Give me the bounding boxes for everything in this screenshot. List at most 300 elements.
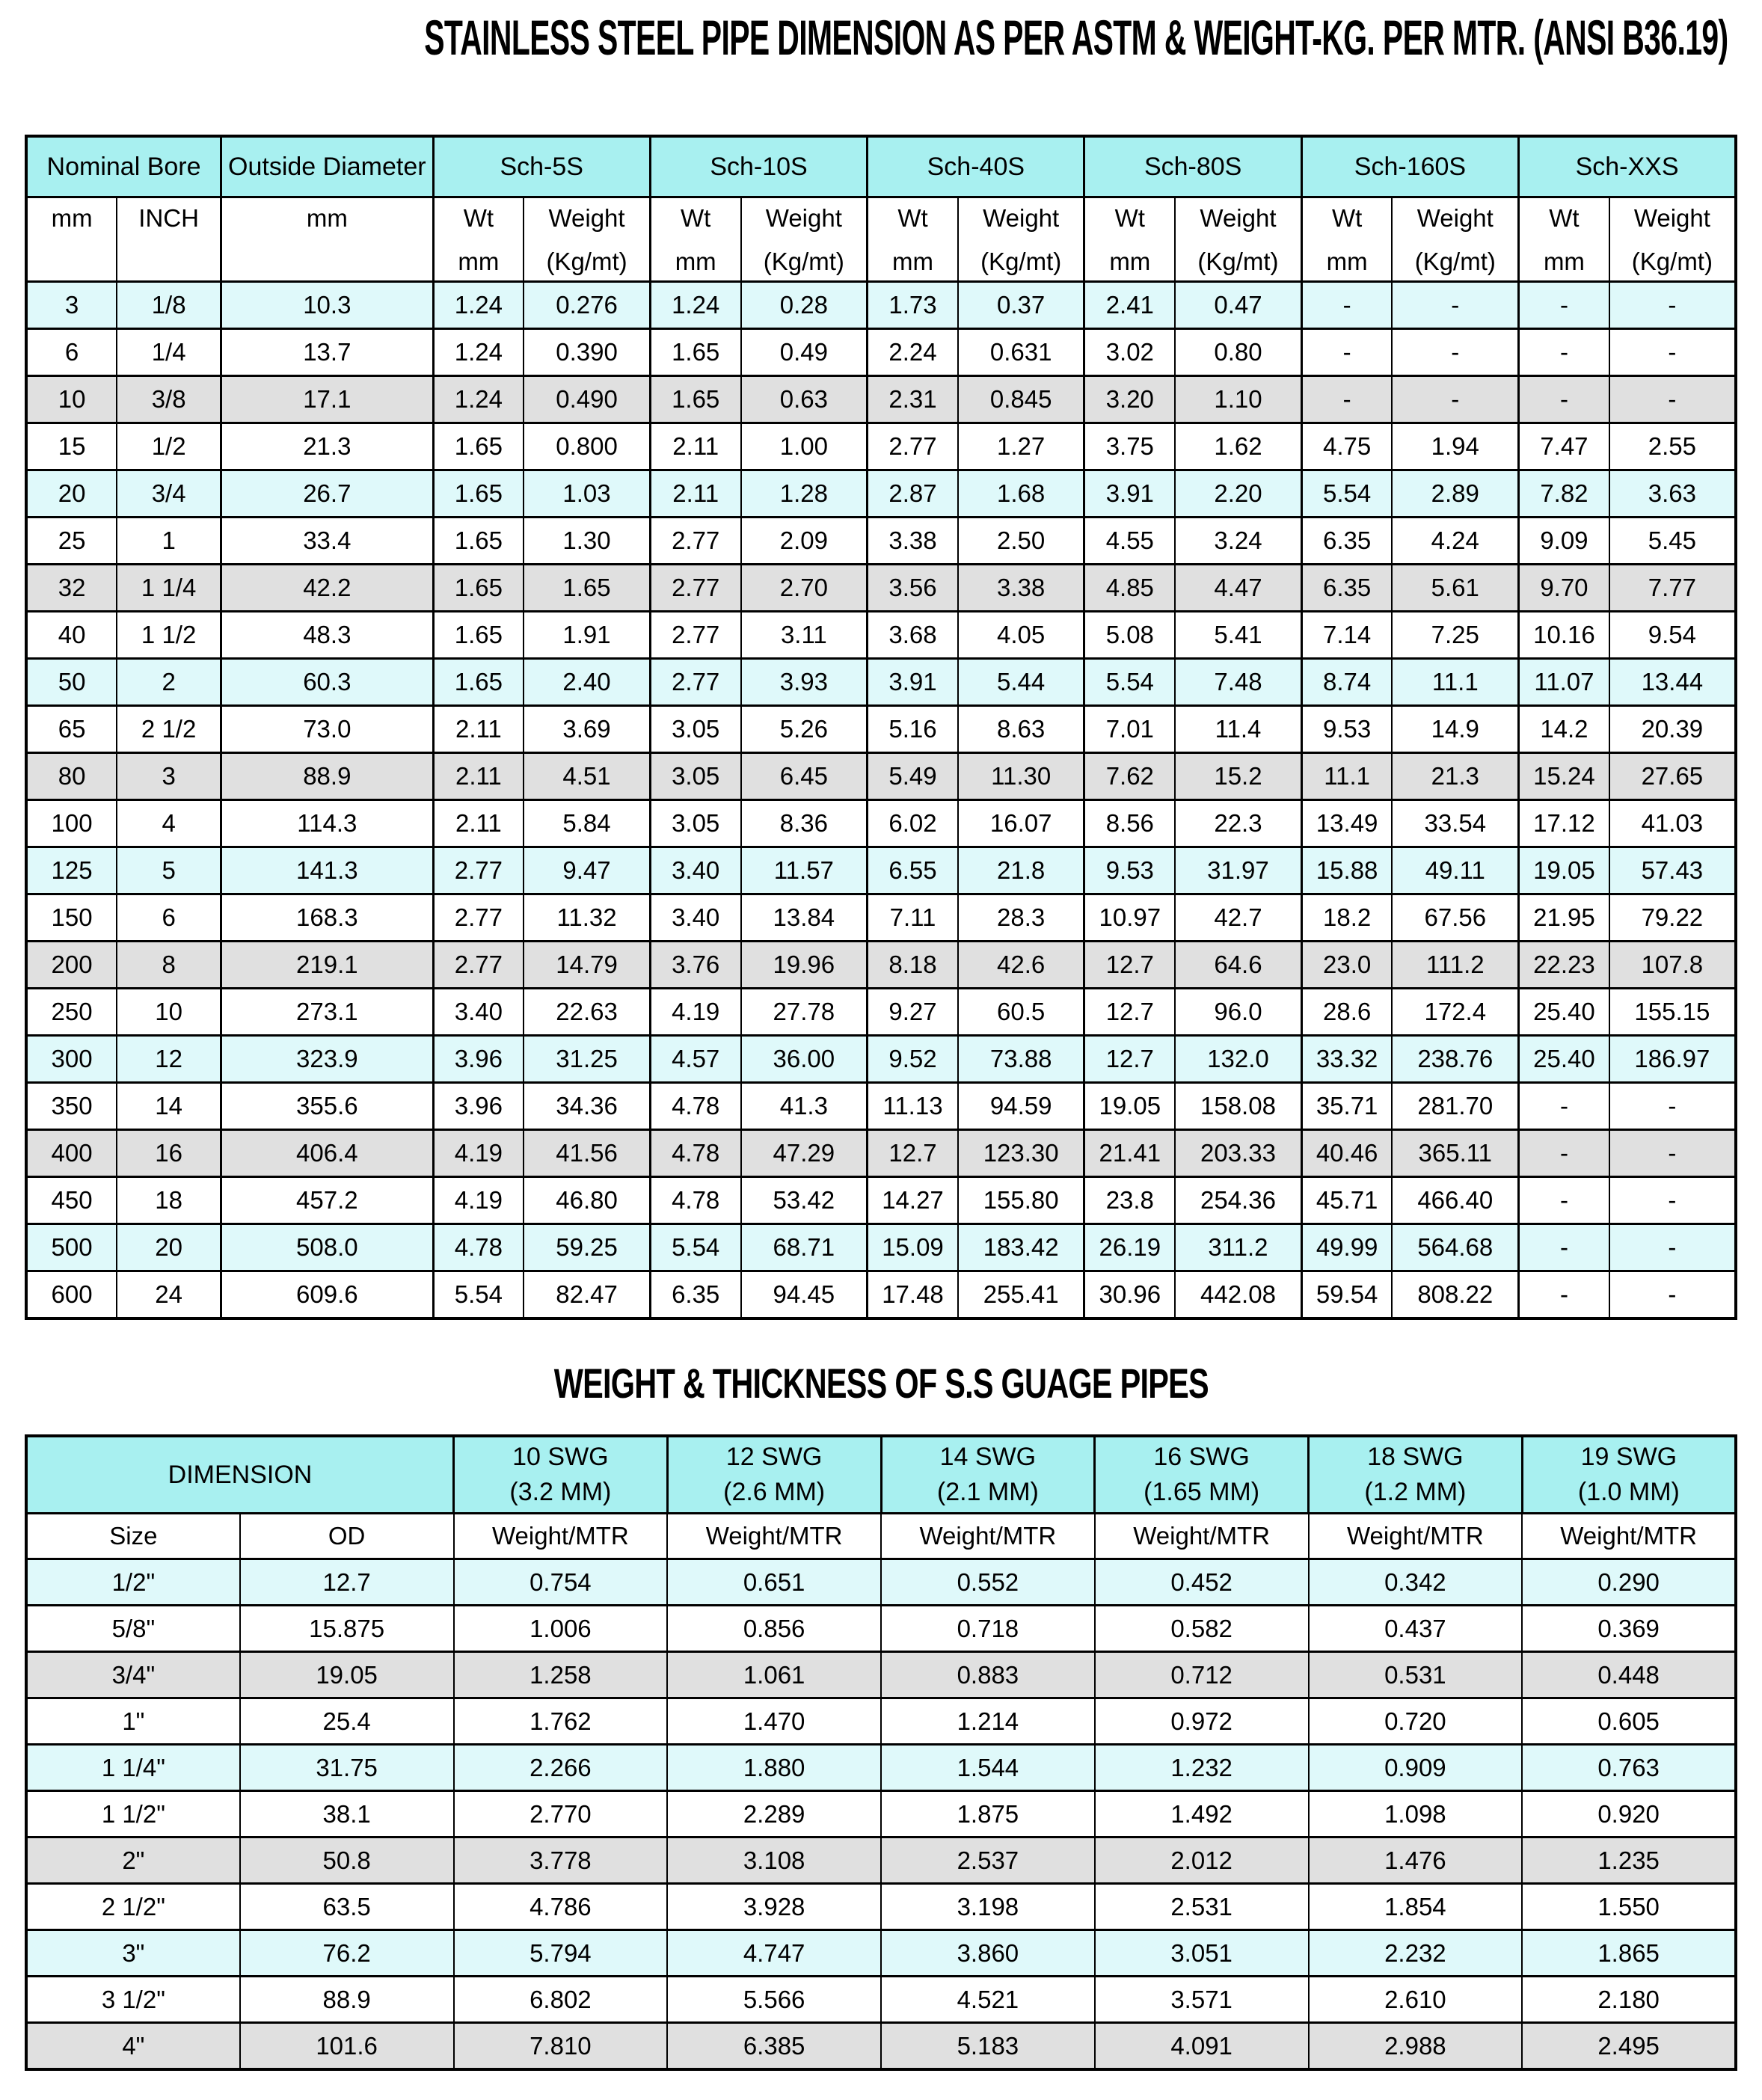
cell: 0.448	[1522, 1652, 1736, 1698]
page-title-row	[25, 7, 1737, 66]
cell: 1.94	[1392, 423, 1518, 470]
cell: 8.74	[1301, 659, 1392, 706]
cell: 10.97	[1084, 894, 1175, 942]
column-group-header-label: Sch-10S	[710, 152, 808, 181]
cell: 9.53	[1301, 706, 1392, 753]
cell: 5.54	[433, 1271, 524, 1319]
cell: 3.93	[741, 659, 868, 706]
cell: 48.3	[221, 612, 433, 659]
cell: 14.2	[1519, 706, 1609, 753]
cell: 0.531	[1309, 1652, 1523, 1698]
cell: 4.05	[958, 612, 1084, 659]
cell: 49.11	[1392, 847, 1518, 894]
cell: 10	[26, 376, 117, 423]
column-group-header-label: (3.2 MM)	[509, 1478, 612, 1506]
cell: 4.47	[1175, 565, 1301, 612]
cell: 6	[117, 894, 221, 942]
column-group-header-label: Outside Diameter	[228, 152, 426, 181]
column-group-header-label: 14 SWG	[939, 1443, 1037, 1471]
cell: 0.972	[1095, 1698, 1309, 1745]
column-header-label: (Kg/mt)	[763, 248, 844, 275]
cell: 4.19	[433, 1130, 524, 1177]
cell: 2.11	[650, 470, 740, 518]
cell: 0.920	[1522, 1791, 1736, 1838]
cell: 0.390	[524, 329, 650, 376]
cell: 2.531	[1095, 1884, 1309, 1930]
cell: 13.49	[1301, 800, 1392, 847]
cell: 564.68	[1392, 1224, 1518, 1271]
spacer	[25, 1407, 1737, 1434]
group-header-row	[26, 136, 1736, 197]
cell: 17.48	[868, 1271, 958, 1319]
table-row	[26, 470, 1736, 518]
cell: 0.718	[881, 1606, 1095, 1652]
cell: 65	[26, 706, 117, 753]
cell: 0.582	[1095, 1606, 1309, 1652]
cell: 4.85	[1084, 565, 1175, 612]
column-header: OD	[240, 1514, 454, 1559]
column-header-label: Weight	[1633, 204, 1710, 232]
cell: 31.97	[1175, 847, 1301, 894]
cell: 4.78	[650, 1177, 740, 1224]
column-group-header-label: 12 SWG	[725, 1443, 823, 1471]
column-header: Weight/MTR	[667, 1514, 881, 1559]
cell: 1.65	[433, 470, 524, 518]
cell: 14.27	[868, 1177, 958, 1224]
cell: 0.754	[454, 1559, 668, 1606]
column-header-label: Wt	[1331, 204, 1363, 232]
gauge-weight-table	[25, 1434, 1737, 2071]
cell: 406.4	[221, 1130, 433, 1177]
cell: 2.70	[741, 565, 868, 612]
cell: 16.07	[958, 800, 1084, 847]
cell: 2.988	[1309, 2023, 1523, 2070]
column-header-label: Wt	[463, 204, 494, 232]
cell: 2.11	[433, 753, 524, 800]
column-group-header-label: Sch-160S	[1354, 152, 1467, 181]
table-row	[26, 1977, 1736, 2023]
column-group-header	[1095, 1436, 1309, 1514]
cell: 1.492	[1095, 1791, 1309, 1838]
cell: 3.96	[433, 1036, 524, 1083]
gauge-title-row	[25, 1359, 1737, 1407]
column-group-header	[454, 1436, 668, 1514]
cell: 300	[26, 1036, 117, 1083]
cell: 1.62	[1175, 423, 1301, 470]
cell: 1.00	[741, 423, 868, 470]
cell: 26.7	[221, 470, 433, 518]
cell: 5.61	[1392, 565, 1518, 612]
cell: 2.537	[881, 1838, 1095, 1884]
column-group-header	[1301, 136, 1518, 197]
cell: 1"	[26, 1698, 240, 1745]
column-group-header-label: Nominal Bore	[46, 152, 201, 181]
column-header-label: mm	[458, 248, 500, 275]
cell: 14	[117, 1083, 221, 1130]
cell: 11.4	[1175, 706, 1301, 753]
cell: 41.3	[741, 1083, 868, 1130]
cell: 1/2	[117, 423, 221, 470]
cell: 0.290	[1522, 1559, 1736, 1606]
column-header: Weight/MTR	[1522, 1514, 1736, 1559]
cell: 203.33	[1175, 1130, 1301, 1177]
cell: 9.09	[1519, 518, 1609, 565]
column-header	[117, 197, 221, 282]
cell: 3.05	[650, 706, 740, 753]
cell: 2.77	[650, 612, 740, 659]
column-header-label: Weight	[548, 204, 625, 232]
cell: 16	[117, 1130, 221, 1177]
cell: 1	[117, 518, 221, 565]
column-header	[26, 197, 117, 282]
cell: 4.78	[650, 1083, 740, 1130]
cell: 12.7	[1084, 1036, 1175, 1083]
cell: 2.77	[433, 894, 524, 942]
cell: 25.40	[1519, 989, 1609, 1036]
cell: 12.7	[868, 1130, 958, 1177]
cell: 25	[26, 518, 117, 565]
cell: 73.88	[958, 1036, 1084, 1083]
cell: 2.55	[1609, 423, 1736, 470]
cell: 73.0	[221, 706, 433, 753]
cell: 10	[117, 989, 221, 1036]
cell: 5.84	[524, 800, 650, 847]
cell: 4.19	[433, 1177, 524, 1224]
cell: 0.28	[741, 282, 868, 329]
cell: 11.1	[1392, 659, 1518, 706]
cell: 466.40	[1392, 1177, 1518, 1224]
column-header-label: (Kg/mt)	[1197, 248, 1279, 275]
cell: 9.52	[868, 1036, 958, 1083]
cell: 1.476	[1309, 1838, 1523, 1884]
column-group-header	[868, 136, 1084, 197]
cell: 5.54	[1084, 659, 1175, 706]
cell: 4.521	[881, 1977, 1095, 2023]
cell: 8.63	[958, 706, 1084, 753]
cell: 3/4"	[26, 1652, 240, 1698]
table-row	[26, 1559, 1736, 1606]
cell: 1.544	[881, 1745, 1095, 1791]
column-header	[433, 197, 524, 282]
cell: 3.63	[1609, 470, 1736, 518]
cell: 40.46	[1301, 1130, 1392, 1177]
cell: 0.712	[1095, 1652, 1309, 1698]
cell: 60.5	[958, 989, 1084, 1036]
cell: 3.05	[650, 753, 740, 800]
cell: 1.27	[958, 423, 1084, 470]
cell: 250	[26, 989, 117, 1036]
cell: -	[1609, 1083, 1736, 1130]
cell: 31.75	[240, 1745, 454, 1791]
cell: 38.1	[240, 1791, 454, 1838]
cell: 12	[117, 1036, 221, 1083]
cell: 11.32	[524, 894, 650, 942]
cell: 41.56	[524, 1130, 650, 1177]
cell: -	[1519, 1224, 1609, 1271]
cell: 5.794	[454, 1930, 668, 1977]
cell: 1.880	[667, 1745, 881, 1791]
cell: 365.11	[1392, 1130, 1518, 1177]
column-group-header	[667, 1436, 881, 1514]
cell: 4.786	[454, 1884, 668, 1930]
cell: 4.24	[1392, 518, 1518, 565]
cell: 35.71	[1301, 1083, 1392, 1130]
cell: 27.65	[1609, 753, 1736, 800]
cell: 21.95	[1519, 894, 1609, 942]
cell: 3.051	[1095, 1930, 1309, 1977]
cell: 22.23	[1519, 942, 1609, 989]
cell: 5.26	[741, 706, 868, 753]
column-header	[868, 197, 958, 282]
table-row	[26, 518, 1736, 565]
cell: 0.369	[1522, 1606, 1736, 1652]
cell: 254.36	[1175, 1177, 1301, 1224]
cell: 200	[26, 942, 117, 989]
cell: 4.78	[650, 1130, 740, 1177]
column-header-label: INCH	[138, 204, 199, 232]
cell: 255.41	[958, 1271, 1084, 1319]
cell: 2.232	[1309, 1930, 1523, 1977]
cell: 273.1	[221, 989, 433, 1036]
cell: 33.32	[1301, 1036, 1392, 1083]
cell: 50.8	[240, 1838, 454, 1884]
cell: 4	[117, 800, 221, 847]
cell: 2 1/2"	[26, 1884, 240, 1930]
cell: 3.40	[650, 894, 740, 942]
column-header-label: (Kg/mt)	[1414, 248, 1496, 275]
cell: 3	[26, 282, 117, 329]
column-header-label: mm	[675, 248, 716, 275]
table-row	[26, 753, 1736, 800]
column-group-header	[26, 136, 221, 197]
cell: 8.56	[1084, 800, 1175, 847]
cell: 3.40	[433, 989, 524, 1036]
column-header-label: Wt	[1549, 204, 1580, 232]
table-row	[26, 659, 1736, 706]
cell: -	[1609, 329, 1736, 376]
column-header-label: Wt	[1114, 204, 1145, 232]
cell: 4.78	[433, 1224, 524, 1271]
sub-header-row	[26, 197, 1736, 282]
cell: 3.75	[1084, 423, 1175, 470]
cell: 1.098	[1309, 1791, 1523, 1838]
cell: 1.214	[881, 1698, 1095, 1745]
column-header	[650, 197, 740, 282]
cell: -	[1519, 1130, 1609, 1177]
column-group-header-label: Sch-40S	[927, 152, 1025, 181]
column-header	[524, 197, 650, 282]
column-group-header	[221, 136, 433, 197]
cell: 88.9	[240, 1977, 454, 2023]
table-row	[26, 423, 1736, 470]
cell: 12.7	[240, 1559, 454, 1606]
cell: 1.550	[1522, 1884, 1736, 1930]
cell: 132.0	[1175, 1036, 1301, 1083]
cell: 9.53	[1084, 847, 1175, 894]
cell: 2.770	[454, 1791, 668, 1838]
table-row	[26, 1652, 1736, 1698]
table-row	[26, 565, 1736, 612]
column-header	[1519, 197, 1609, 282]
cell: -	[1392, 282, 1518, 329]
table-row	[26, 1698, 1736, 1745]
cell: 94.59	[958, 1083, 1084, 1130]
cell: -	[1519, 329, 1609, 376]
cell: 2.77	[433, 942, 524, 989]
cell: 21.8	[958, 847, 1084, 894]
cell: 80	[26, 753, 117, 800]
cell: -	[1392, 376, 1518, 423]
column-group-header	[433, 136, 650, 197]
cell: 22.3	[1175, 800, 1301, 847]
cell: 14.79	[524, 942, 650, 989]
cell: 76.2	[240, 1930, 454, 1977]
cell: 3.198	[881, 1884, 1095, 1930]
cell: 3.20	[1084, 376, 1175, 423]
cell: 25.4	[240, 1698, 454, 1745]
cell: 281.70	[1392, 1083, 1518, 1130]
cell: 3.91	[868, 659, 958, 706]
cell: 1.65	[524, 565, 650, 612]
cell: 2.41	[1084, 282, 1175, 329]
column-header-label: mm	[306, 204, 348, 232]
cell: 0.342	[1309, 1559, 1523, 1606]
cell: 3/4	[117, 470, 221, 518]
cell: 323.9	[221, 1036, 433, 1083]
cell: 1/2"	[26, 1559, 240, 1606]
table-row	[26, 1130, 1736, 1177]
cell: 2.40	[524, 659, 650, 706]
cell: 2.77	[650, 565, 740, 612]
cell: 13.44	[1609, 659, 1736, 706]
cell: 0.63	[741, 376, 868, 423]
cell: 4.75	[1301, 423, 1392, 470]
column-header-label: Weight	[1200, 204, 1277, 232]
cell: 2.09	[741, 518, 868, 565]
cell: 158.08	[1175, 1083, 1301, 1130]
spacer	[25, 1320, 1737, 1359]
cell: -	[1609, 1271, 1736, 1319]
column-header-label: Wt	[897, 204, 928, 232]
column-header-label: (Kg/mt)	[1631, 248, 1713, 275]
cell: 2.20	[1175, 470, 1301, 518]
cell: 4.55	[1084, 518, 1175, 565]
cell: 1.24	[433, 282, 524, 329]
cell: 101.6	[240, 2023, 454, 2070]
cell: 21.41	[1084, 1130, 1175, 1177]
column-group-header-label: (1.0 MM)	[1577, 1478, 1680, 1506]
cell: -	[1519, 1177, 1609, 1224]
column-header	[958, 197, 1084, 282]
cell: 41.03	[1609, 800, 1736, 847]
cell: 3.56	[868, 565, 958, 612]
table-row	[26, 1177, 1736, 1224]
cell: 26.19	[1084, 1224, 1175, 1271]
cell: 3.108	[667, 1838, 881, 1884]
cell: 19.05	[1084, 1083, 1175, 1130]
column-group-header-label: DIMENSION	[168, 1460, 313, 1489]
column-header	[1301, 197, 1392, 282]
cell: 2.11	[433, 800, 524, 847]
cell: 94.45	[741, 1271, 868, 1319]
cell: 2.11	[650, 423, 740, 470]
cell: -	[1519, 282, 1609, 329]
cell: 9.27	[868, 989, 958, 1036]
cell: 45.71	[1301, 1177, 1392, 1224]
cell: -	[1609, 282, 1736, 329]
cell: 15.09	[868, 1224, 958, 1271]
cell: 0.276	[524, 282, 650, 329]
cell: 1 1/2	[117, 612, 221, 659]
cell: 7.14	[1301, 612, 1392, 659]
cell: 111.2	[1392, 942, 1518, 989]
column-header: Weight/MTR	[881, 1514, 1095, 1559]
cell: 3.928	[667, 1884, 881, 1930]
cell: 2.266	[454, 1745, 668, 1791]
cell: 1.28	[741, 470, 868, 518]
cell: 2.289	[667, 1791, 881, 1838]
cell: 2.77	[650, 518, 740, 565]
cell: 15	[26, 423, 117, 470]
column-header-label: mm	[51, 204, 93, 232]
table-row	[26, 894, 1736, 942]
column-header-label: mm	[1109, 248, 1151, 275]
cell: 20	[117, 1224, 221, 1271]
cell: -	[1609, 376, 1736, 423]
cell: 11.1	[1301, 753, 1392, 800]
column-header	[1175, 197, 1301, 282]
cell: 24	[117, 1271, 221, 1319]
cell: 1.232	[1095, 1745, 1309, 1791]
column-group-header	[1309, 1436, 1523, 1514]
column-group-header-label: (1.65 MM)	[1144, 1478, 1260, 1506]
column-header: Weight/MTR	[1095, 1514, 1309, 1559]
cell: 186.97	[1609, 1036, 1736, 1083]
cell: 1.006	[454, 1606, 668, 1652]
cell: 1.91	[524, 612, 650, 659]
cell: 68.71	[741, 1224, 868, 1271]
cell: -	[1609, 1177, 1736, 1224]
cell: -	[1301, 329, 1392, 376]
table-row	[26, 612, 1736, 659]
table-row	[26, 1271, 1736, 1319]
cell: 28.6	[1301, 989, 1392, 1036]
cell: 7.810	[454, 2023, 668, 2070]
cell: 2.012	[1095, 1838, 1309, 1884]
cell: 10.3	[221, 282, 433, 329]
column-header-label: mm	[1326, 248, 1368, 275]
column-group-header	[1084, 136, 1301, 197]
column-header-label: Weight	[1416, 204, 1494, 232]
cell: 125	[26, 847, 117, 894]
cell: 19.05	[1519, 847, 1609, 894]
cell: 1.24	[650, 282, 740, 329]
cell: 0.37	[958, 282, 1084, 329]
cell: 5.08	[1084, 612, 1175, 659]
cell: 2.77	[868, 423, 958, 470]
cell: 60.3	[221, 659, 433, 706]
cell: 2	[117, 659, 221, 706]
column-header	[741, 197, 868, 282]
cell: 5.16	[868, 706, 958, 753]
cell: 0.605	[1522, 1698, 1736, 1745]
cell: 450	[26, 1177, 117, 1224]
cell: 4.747	[667, 1930, 881, 1977]
cell: 40	[26, 612, 117, 659]
cell: 53.42	[741, 1177, 868, 1224]
column-group-header-label: Sch-5S	[500, 152, 583, 181]
column-header-label: (Kg/mt)	[546, 248, 627, 275]
